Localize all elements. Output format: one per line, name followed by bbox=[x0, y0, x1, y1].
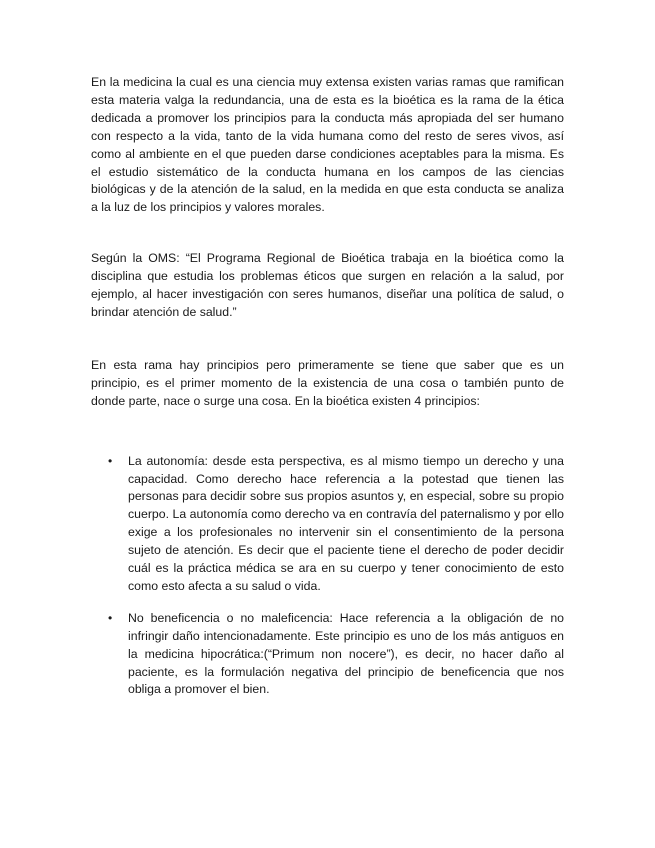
principles-list bbox=[91, 453, 564, 700]
list-item bbox=[91, 610, 564, 700]
paragraph-principios-intro: En esta rama hay principios pero primeramente se tiene que saber que es un principio, es el primer momento de la existencia de una cosa o también punto de donde parte, nace o surge una cosa. En la bioética existen 4 principios: bbox=[91, 357, 564, 408]
list-item bbox=[91, 453, 564, 596]
bullet-icon: • bbox=[108, 453, 113, 468]
paragraph-bioetica-intro: En la medicina la cual es una ciencia muy extensa existen varias ramas que ramifican esta materia valga la redundancia, una de esta es la bioética es la rama de la ética dedicada a promover los principios para la conducta más apropiada del ser humano con respecto a la vida, tanto de la vida humana como del resto de seres vivos, así como al ambiente en el que pueden darse condiciones aceptables para la misma. Es el estudio sistemático de la conducta humana en los campos de las ciencias biológicas y de la atención de la salud, en la medida en que esta conducta se analiza a la luz de los principios y valores morales. bbox=[91, 75, 564, 215]
paragraph-oms-quote: Según la OMS: “El Programa Regional de Bioética trabaja en la bioética como la disciplina que estudia los problemas éticos que surgen en relación a la salud, por ejemplo, al hacer investigación con seres humanos, diseñar una política de salud, o brindar atención de salud.” bbox=[91, 251, 564, 319]
bullet-icon: • bbox=[108, 610, 113, 625]
document-page bbox=[91, 74, 564, 713]
bullet-text-autonomia: La autonomía: desde esta perspectiva, es al mismo tiempo un derecho y una capacidad. Como derecho hace referencia a la potestad que tienen las personas para decidir sobre sus propios asuntos y, en especial, sobre su propio cuerpo. La autonomía como derecho va en contravía del paternalismo y por ello exige a los profesionales no intervenir sin el consentimiento de la persona sujeto de atención. Es decir que el paciente tiene el derecho de poder decidir cuál es la práctica médica se ara en su cuerpo y tener conocimiento de esto como esto afecta a su salud o vida. bbox=[128, 453, 564, 593]
bullet-text-no-maleficencia: No beneficencia o no maleficencia: Hace referencia a la obligación de no infringir daño intencionadamente. Este principio es uno de los más antiguos en la medicina hipocrática:(“Primum non nocere”), es decir, no hacer daño al paciente, es la formulación negativa del principio de beneficencia que nos obliga a promover el bien. bbox=[128, 610, 564, 697]
